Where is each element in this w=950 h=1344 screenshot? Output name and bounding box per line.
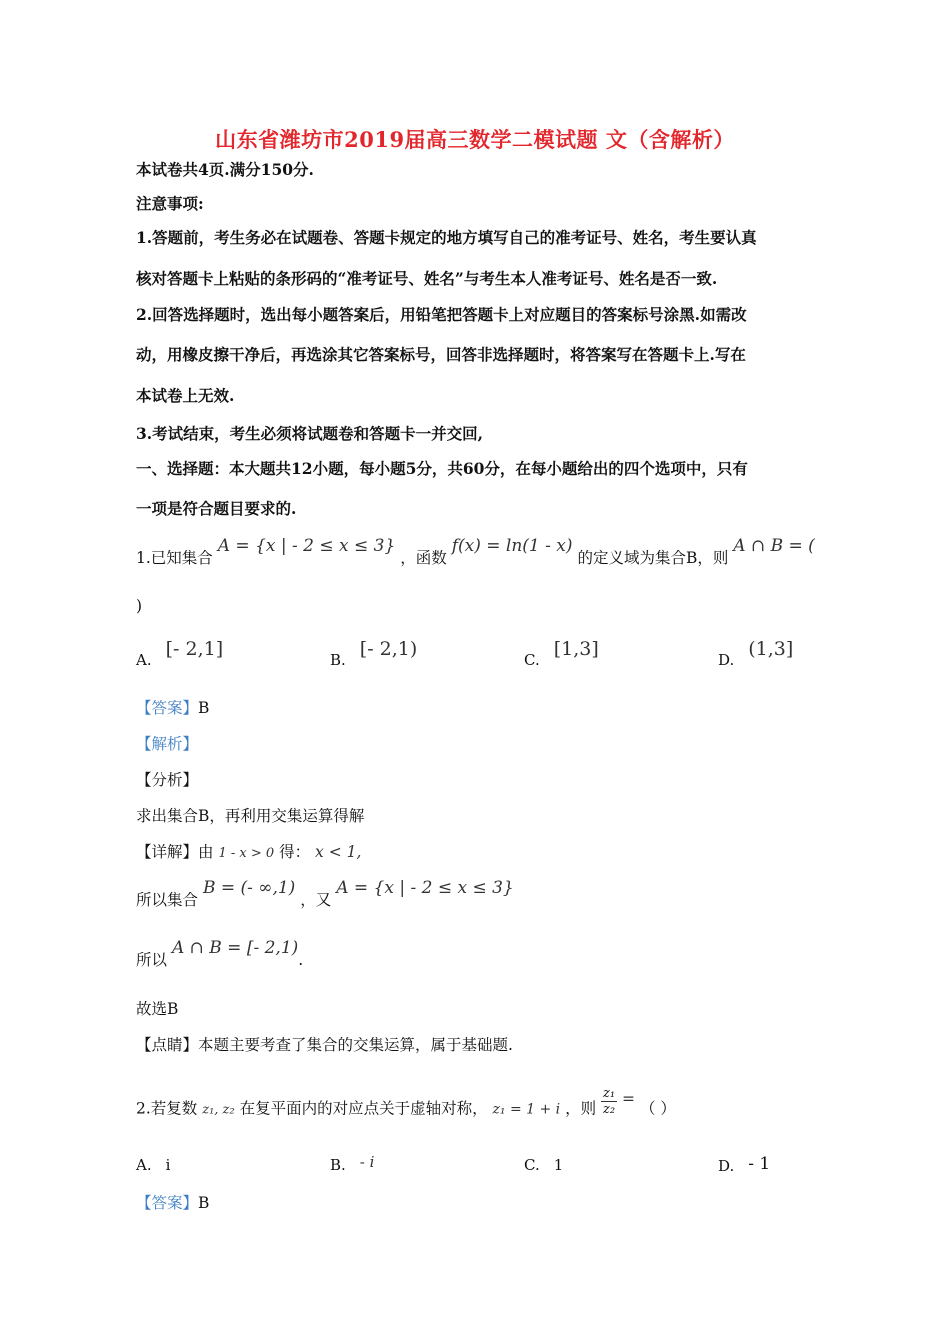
answer-tag: 【答案】 [136, 699, 199, 717]
fraction-denominator: z₂ [603, 1102, 616, 1117]
note-2b: 动，用橡皮擦干净后，再选涂其它答案标号，回答非选择题时，将答案写在答题卡上.写在 [136, 345, 746, 364]
q2-ze: ，则 [565, 1099, 597, 1118]
q1-suffix: 的定义域为集合B，则 [577, 549, 729, 567]
q1-option-d[interactable] [718, 638, 794, 670]
note-3: 3.考试结束，考生必须将试题卷和答题卡一并交回, [136, 424, 484, 443]
detail-tag: 【详解】由 [136, 843, 214, 861]
option-value: - 1 [748, 1154, 771, 1174]
intro-line: 本试卷共4页.满分150分. [136, 160, 314, 179]
question-2-stem [136, 1086, 676, 1125]
option-value: - i [359, 1153, 375, 1171]
q2-mid: 在复平面内的对应点关于虚轴对称， [239, 1099, 488, 1118]
section-1a: 一、选择题：本大题共12小题，每小题5分，共60分，在每小题给出的四个选项中，只有 [136, 459, 748, 478]
q2-option-b[interactable] [330, 1153, 375, 1174]
q1-option-b[interactable] [330, 638, 418, 670]
comment-line [136, 1033, 513, 1055]
result-line [136, 938, 304, 970]
q1-close-paren: ) [136, 597, 143, 615]
notice-heading: 注意事项: [136, 194, 204, 213]
section-1b: 一项是符合题目要求的. [136, 499, 297, 518]
set-b-line [136, 878, 514, 910]
choose-line: 故选B [136, 1000, 179, 1018]
q1-option-a[interactable] [136, 638, 224, 670]
detail-line [136, 840, 361, 862]
function-formula: f(x) = ln(1 - x) [451, 536, 573, 556]
q1-prefix: 1.已知集合 [136, 549, 213, 567]
option-letter: D. [718, 1157, 735, 1175]
option-value: (1,3] [748, 638, 794, 660]
option-value: [- 2,1] [165, 638, 224, 660]
answer-value: B [198, 699, 210, 717]
detail-mid: 得： [279, 843, 311, 861]
option-letter: C. [524, 651, 540, 669]
q2-option-d[interactable] [718, 1156, 770, 1176]
intersection-expr: A ∩ B = ( [733, 536, 815, 556]
q1-mid: ，函数 [400, 549, 447, 567]
fenxi-tag: 【分析】 [136, 771, 199, 789]
option-value: [1,3] [553, 638, 599, 660]
option-letter: C. [524, 1156, 540, 1174]
option-letter: A. [136, 651, 152, 669]
set-a-formula-2: A = {x | - 2 ≤ x ≤ 3} [336, 878, 514, 898]
z1-formula: z₁ = 1 + i [492, 1101, 561, 1118]
so-text: 所以 [136, 951, 168, 969]
q2-blank: （ ） [639, 1099, 676, 1118]
option-letter: D. [718, 651, 735, 669]
note-1a: 1.答题前，考生务必在试题卷、答题卡规定的地方填写自己的准考证号、姓名，考生要认真 [136, 228, 757, 247]
q2-option-c[interactable] [524, 1156, 563, 1174]
q2-answer [136, 1191, 209, 1213]
comment-tag: 【点睛】 [136, 1036, 199, 1054]
note-1b: 核对答题卡上粘贴的条形码的“准考证号、姓名”与考生本人准考证号、姓名是否一致. [136, 269, 718, 288]
note-2a: 2.回答选择题时，选出每小题答案后，用铅笔把答题卡上对应题目的答案标号涂黑.如需改 [136, 305, 747, 324]
fraction-z1-z2 [601, 1086, 617, 1117]
option-letter: A. [136, 1156, 152, 1174]
fenxi-text: 求出集合B，再利用交集运算得解 [136, 807, 365, 825]
so-set-text: 所以集合 [136, 891, 199, 909]
result-formula: A ∩ B = [- 2,1) [171, 938, 299, 958]
result-end: . [298, 951, 304, 969]
equals-sign: = [622, 1089, 636, 1108]
page-title: 山东省潍坊市2019届高三数学二模试题 文（含解析） [215, 127, 735, 152]
q1-option-c[interactable] [524, 638, 599, 670]
option-letter: B. [330, 1156, 346, 1174]
option-value: [- 2,1) [359, 638, 418, 660]
set-a-formula: A = {x | - 2 ≤ x ≤ 3} [217, 536, 396, 556]
comment-text: 本题主要考查了集合的交集运算，属于基础题. [198, 1036, 513, 1054]
answer-value: B [198, 1194, 210, 1212]
detail-expr: 1 - x > 0 [218, 846, 275, 861]
answer-tag: 【答案】 [136, 1194, 199, 1212]
option-letter: B. [330, 651, 346, 669]
set-b-formula: B = (- ∞,1) [202, 878, 296, 898]
option-value: 1 [553, 1156, 564, 1174]
analysis-tag: 【解析】 [136, 735, 199, 753]
you-text: ，又 [300, 891, 332, 909]
fraction-numerator: z₁ [603, 1086, 616, 1101]
q2-option-a[interactable] [136, 1156, 170, 1174]
detail-result: x < 1, [315, 843, 362, 861]
q2-prefix: 2.若复数 [136, 1099, 198, 1118]
q1-answer [136, 696, 209, 718]
question-1-stem [136, 536, 815, 568]
note-2c: 本试卷上无效. [136, 386, 235, 405]
option-value: i [165, 1156, 171, 1174]
q2-vars: z₁, z₂ [202, 1102, 235, 1118]
